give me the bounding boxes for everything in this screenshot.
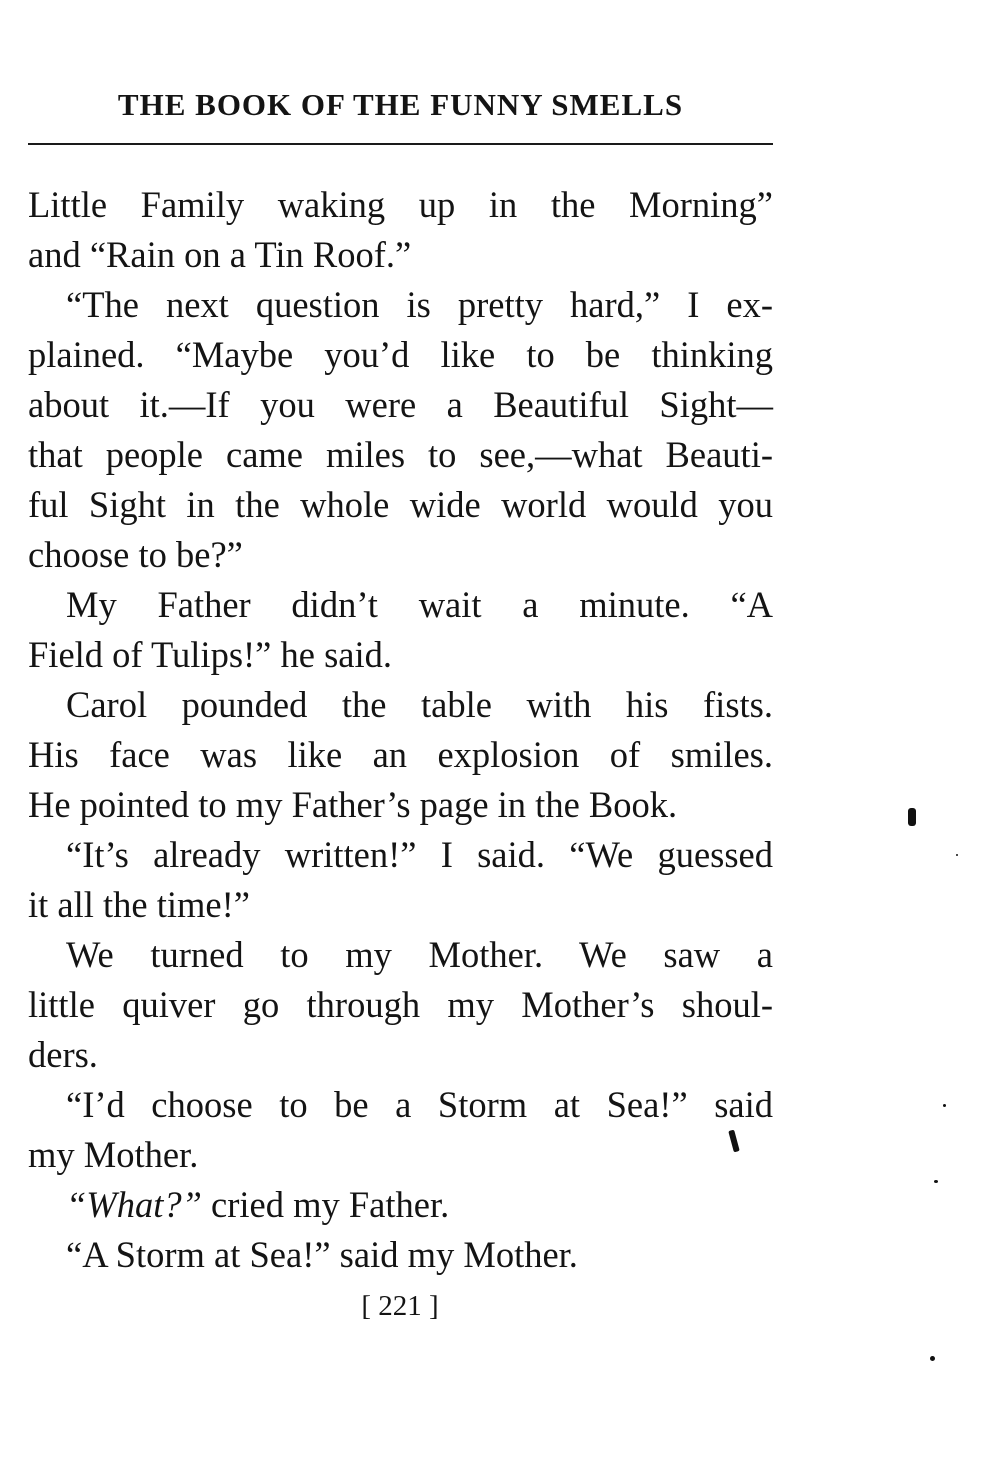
page-number: [ 221 ] — [361, 1290, 439, 1322]
text-line: that people came miles to see,—what Beauti- — [28, 434, 773, 475]
text-line: “A Storm at Sea!” said my Mother. — [66, 1234, 578, 1275]
ink-speck — [943, 1104, 946, 1107]
text-line: Carol pounded the table with his fists. — [66, 684, 773, 725]
text-line: ders. — [28, 1034, 98, 1075]
text-line: Little Family waking up in the Morning” — [28, 184, 773, 225]
text-line: choose to be?” — [28, 534, 243, 575]
ink-speck — [934, 1180, 938, 1183]
paragraph-5 — [28, 830, 773, 930]
text-line: my Mother. — [28, 1134, 199, 1175]
paragraph-6 — [28, 930, 773, 1080]
paragraph-1 — [28, 180, 773, 280]
page-body — [28, 180, 773, 1280]
italic-exclamation: “What?” — [66, 1184, 202, 1225]
paragraph-3 — [28, 580, 773, 680]
paragraph-7 — [28, 1080, 773, 1180]
paragraph-2 — [28, 280, 773, 580]
text-line: He pointed to my Father’s page in the Book. — [28, 784, 678, 825]
text-line: We turned to my Mother. We saw a — [66, 934, 773, 975]
text-line: My Father didn’t wait a minute. “A — [66, 584, 773, 625]
paragraph-9 — [28, 1230, 773, 1280]
paragraph-8 — [28, 1180, 773, 1230]
text-run: cried my Father. — [201, 1184, 450, 1225]
text-line: His face was like an explosion of smiles. — [28, 734, 773, 775]
ink-speck — [956, 854, 958, 856]
text-line — [28, 1180, 773, 1230]
header-rule — [28, 143, 773, 145]
paragraph-4 — [28, 680, 773, 830]
text-line: “The next question is pretty hard,” I ex- — [66, 284, 773, 325]
running-header: THE BOOK OF THE FUNNY SMELLS — [117, 87, 684, 122]
text-line: plained. “Maybe you’d like to be thinking — [28, 334, 773, 375]
text-line: it all the time!” — [28, 884, 250, 925]
text-line: “I’d choose to be a Storm at Sea!” said — [66, 1084, 773, 1125]
text-line: about it.—If you were a Beautiful Sight— — [28, 384, 773, 425]
text-line: little quiver go through my Mother’s shoul- — [28, 984, 773, 1025]
ink-speck — [908, 808, 916, 826]
text-line: Field of Tulips!” he said. — [28, 634, 393, 675]
ink-speck — [930, 1356, 935, 1361]
text-line: and “Rain on a Tin Roof.” — [28, 234, 412, 275]
text-line: ful Sight in the whole wide world would you — [28, 484, 773, 525]
text-line: “It’s already written!” I said. “We guessed — [66, 834, 773, 875]
